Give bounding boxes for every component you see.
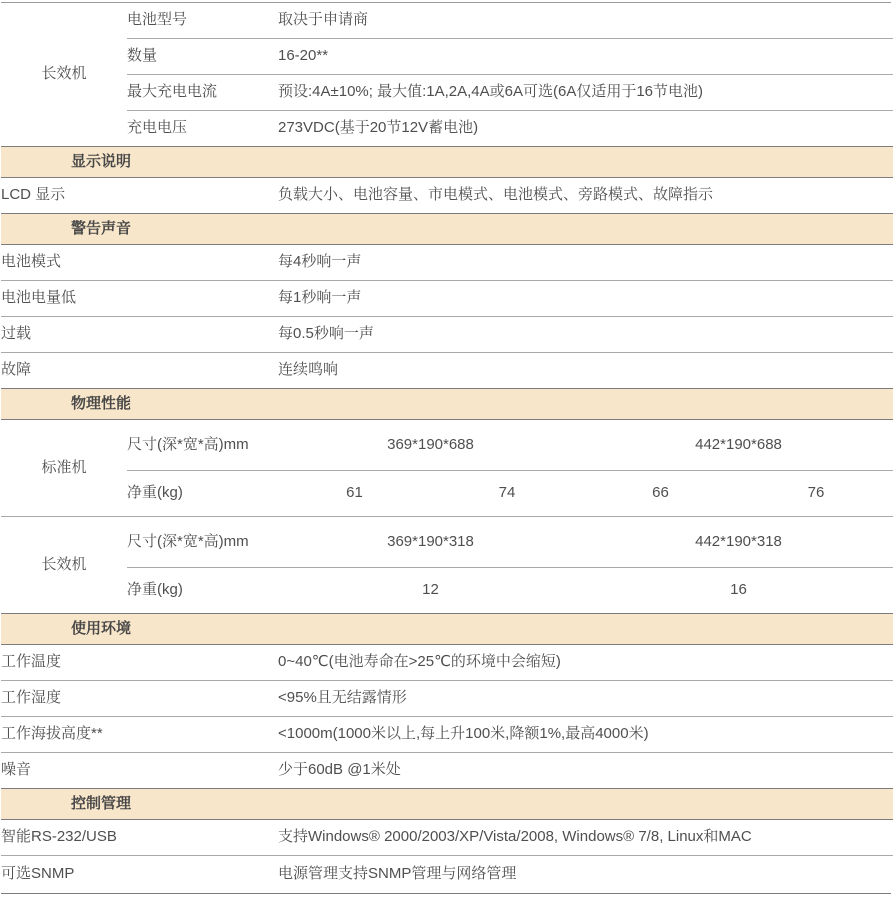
section-header-row [1,614,893,645]
battery-group-label: 长效机 [41,65,87,83]
row-value: 16-20** [278,39,893,75]
weight-value: 76 [738,471,893,517]
battery-row [1,3,893,39]
alarm-row [1,245,893,281]
row-label: 净重(kg) [127,471,278,517]
row-value: 少于60dB @1米处 [278,753,893,789]
section-header-row [1,147,893,178]
management-row [1,820,893,856]
section-title-physical: 物理性能 [1,389,893,420]
row-value: 0~40℃(电池寿命在>25℃的环境中会缩短) [278,645,893,681]
row-label: LCD 显示 [1,178,278,214]
weight-value: 16 [583,568,893,614]
physical-row [1,471,893,517]
row-value: 负载大小、电池容量、市电模式、电池模式、旁路模式、故障指示 [278,178,893,214]
row-value: 预设:4A±10%; 最大值:1A,2A,4A或6A可选(6A仅适用于16节电池) [278,75,893,111]
environment-row [1,717,893,753]
section-header-row [1,789,893,820]
alarm-row [1,317,893,353]
row-value: 取决于申请商 [278,11,369,29]
section-header-row [1,389,893,420]
row-label: 可选SNMP [1,856,278,894]
row-label: 电池电量低 [1,281,278,317]
battery-row [1,39,893,75]
row-value: 每1秒响一声 [278,281,893,317]
row-label: 尺寸(深*宽*高)mm [127,517,278,568]
spec-table [1,3,893,893]
row-label: 工作海拔高度** [1,717,278,753]
spec-table-container [1,2,891,894]
physical-row [1,568,893,614]
management-row [1,856,893,894]
alarm-row [1,353,893,389]
row-label: 净重(kg) [127,568,278,614]
row-label: 智能RS-232/USB [1,820,278,856]
row-label: 尺寸(深*宽*高)mm [127,420,278,471]
weight-value: 61 [278,471,431,517]
row-label: 电池型号 [127,11,188,29]
row-label: 数量 [127,39,278,75]
row-value: 每0.5秒响一声 [278,317,893,353]
battery-row [1,111,893,147]
physical-group-label: 标准机 [1,420,127,517]
dimension-value: 369*190*688 [278,420,583,471]
section-title-management: 控制管理 [1,789,893,820]
weight-value: 74 [431,471,583,517]
environment-row [1,753,893,789]
row-label: 噪音 [1,753,278,789]
row-label: 电池模式 [1,245,278,281]
row-label: 故障 [1,353,278,389]
environment-row [1,645,893,681]
battery-row [1,75,893,111]
row-value: <95%且无结露情形 [278,681,893,717]
weight-value: 66 [583,471,738,517]
row-value: <1000m(1000米以上,每上升100米,降额1%,最高4000米) [278,717,893,753]
section-title-alarm: 警告声音 [1,214,893,245]
alarm-row [1,281,893,317]
dimension-value: 442*190*688 [583,420,893,471]
dimension-value: 369*190*318 [278,517,583,568]
section-title-display: 显示说明 [1,147,893,178]
physical-row [1,420,893,471]
row-value: 每4秒响一声 [278,245,893,281]
environment-row [1,681,893,717]
row-value: 273VDC(基于20节12V蓄电池) [278,111,893,147]
physical-group-label: 长效机 [1,517,127,614]
section-title-environment: 使用环境 [1,614,893,645]
row-label: 过载 [1,317,278,353]
row-value: 支持Windows® 2000/2003/XP/Vista/2008, Windows® 7/8, Linux和MAC [278,820,893,856]
row-value: 电源管理支持SNMP管理与网络管理 [278,856,893,894]
section-header-row [1,214,893,245]
row-label: 充电电压 [127,111,278,147]
row-value: 连续鸣响 [278,353,893,389]
physical-row [1,517,893,568]
row-label: 工作湿度 [1,681,278,717]
weight-value: 12 [278,568,583,614]
row-label: 最大充电电流 [127,75,278,111]
row-label: 工作温度 [1,645,278,681]
dimension-value: 442*190*318 [583,517,893,568]
display-row [1,178,893,214]
